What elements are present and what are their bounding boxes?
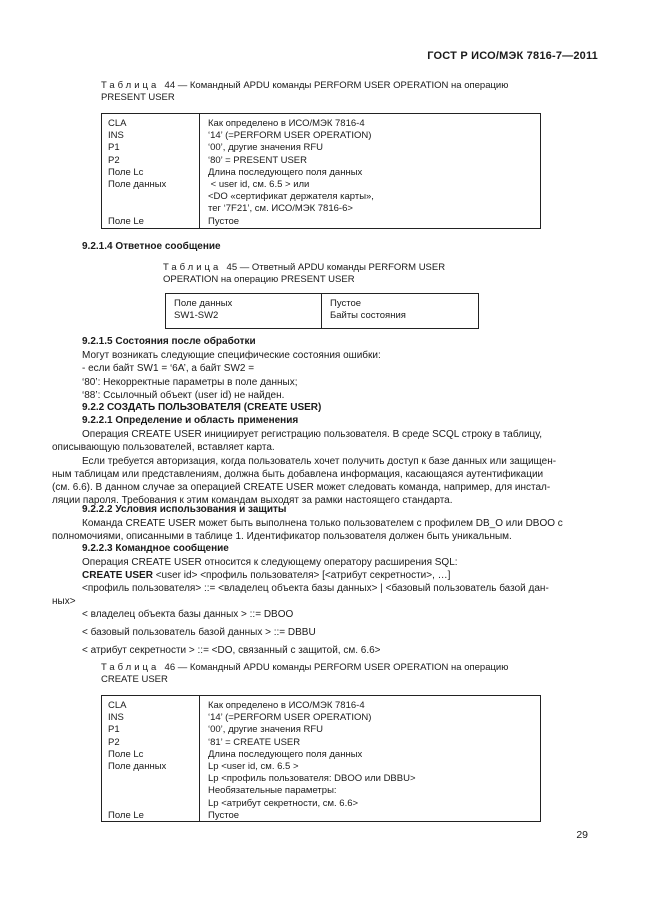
paragraph-9-2-1-5: Могут возникать следующие специфические состояния ошибки: - если байт SW1 = ‘6A’, а байт SW2 = ‘80’: Некорректные параметры в поле данных; ‘88’: Ссылочный объект (user id) не найден. <box>82 350 381 401</box>
document-header: ГОСТ Р ИСО/МЭК 7816-7—2011 <box>427 50 598 62</box>
table45-caption: Таблица 45 — Ответный APDU команды PERFORM USER OPERATION на операцию PRESENT USER <box>163 262 446 285</box>
heading-9-2-2-2: 9.2.2.2 Условия использования и защиты <box>82 504 287 515</box>
table45 <box>165 293 479 329</box>
table46-caption: Таблица 46 — Командный APDU команды PERFORM USER OPERATION на операцию CREATE USER <box>101 662 509 685</box>
definition-profile: <профиль пользователя> ::= <владелец объекта базы данных> | <базовый пользователь базой дан- ных> <box>52 583 549 608</box>
table45-col2: Пустое Байты состояния <box>330 298 406 322</box>
table44-caption: Таблица 44 — Командный APDU команды PERFORM USER OPERATION на операцию PRESENT USER <box>101 80 509 103</box>
table-word: Таблица <box>101 80 160 91</box>
table46-col2: Как определено в ИСО/МЭК 7816-4 ‘14’ (=PERFORM USER OPERATION) ‘00’, другие значения RFU ‘81’ = CREATE USER Длина последующего поля данных Lp <user id, см. 6.5 > Lp <профиль пользователя: DBOO или DBBU> Необязательные параметры: Lp <атрибут секретности, см. 6.6> Пустое <box>208 700 416 821</box>
paragraph-9-2-2-2: Команда CREATE USER может быть выполнена только пользователем с профилем DB_O или DBOO с полномочиями, описанными в таблице 1. Идентификатор пользователя должен быть уникальным. <box>52 518 563 543</box>
definition-security-attr: < атрибут секретности > ::= <DO, связанный с защитой, см. 6.6> <box>82 645 381 656</box>
table44-col1: CLA INS P1 P2 Поле Lc Поле данных Поле Le <box>108 118 167 227</box>
table46 <box>101 695 541 822</box>
page-number: 29 <box>576 829 588 841</box>
definition-dbbu: < базовый пользователь базой данных > ::= DBBU <box>82 627 316 638</box>
definition-dboo: < владелец объекта базы данных > ::= DBOO <box>82 609 294 620</box>
heading-9-2-1-4: 9.2.1.4 Ответное сообщение <box>82 241 221 252</box>
heading-9-2-2: 9.2.2 СОЗДАТЬ ПОЛЬЗОВАТЕЛЯ (CREATE USER) <box>82 402 322 413</box>
heading-9-2-2-1: 9.2.2.1 Определение и область применения <box>82 415 299 426</box>
heading-9-2-1-5: 9.2.1.5 Состояния после обработки <box>82 336 256 347</box>
table46-col1: CLA INS P1 P2 Поле Lc Поле данных Поле Le <box>108 700 167 821</box>
table44-col2: Как определено в ИСО/МЭК 7816-4 ‘14’ (=PERFORM USER OPERATION) ‘00’, другие значения RFU ‘80’ = PRESENT USER Длина последующего поля данных < user id, см. 6.5 > или <DO «сертификат держателя карты», тег ‘7F21’, см. ИСО/МЭК 7816-6> Пустое <box>208 118 374 227</box>
paragraph-9-2-2-1: Операция CREATE USER инициирует регистрацию пользователя. В среде SCQL строку в таблицу, описывающую пользователей, вставляет карта. Если требуется авторизация, когда пользователь хочет получить доступ к базе данных или защищен- ным таблицам или представлениям, должна быть добавлена информация, касающаяся аутентификации (см. 6.6). В данном случае за операцией CREATE USER может следовать команда, например, для инстал- ляции пароля. Требования к этим командам выходят за рамки настоящего стандарта. <box>52 429 557 507</box>
table44 <box>101 113 541 229</box>
intro-9-2-2-3: Операция CREATE USER относится к следующему оператору расширения SQL: <box>82 557 458 568</box>
sql-syntax: CREATE USER <user id> <профиль пользователя> [<атрибут секретности>, …] <box>82 570 451 581</box>
table45-col1: Поле данных SW1-SW2 <box>174 298 233 322</box>
heading-9-2-2-3: 9.2.2.3 Командное сообщение <box>82 543 229 554</box>
